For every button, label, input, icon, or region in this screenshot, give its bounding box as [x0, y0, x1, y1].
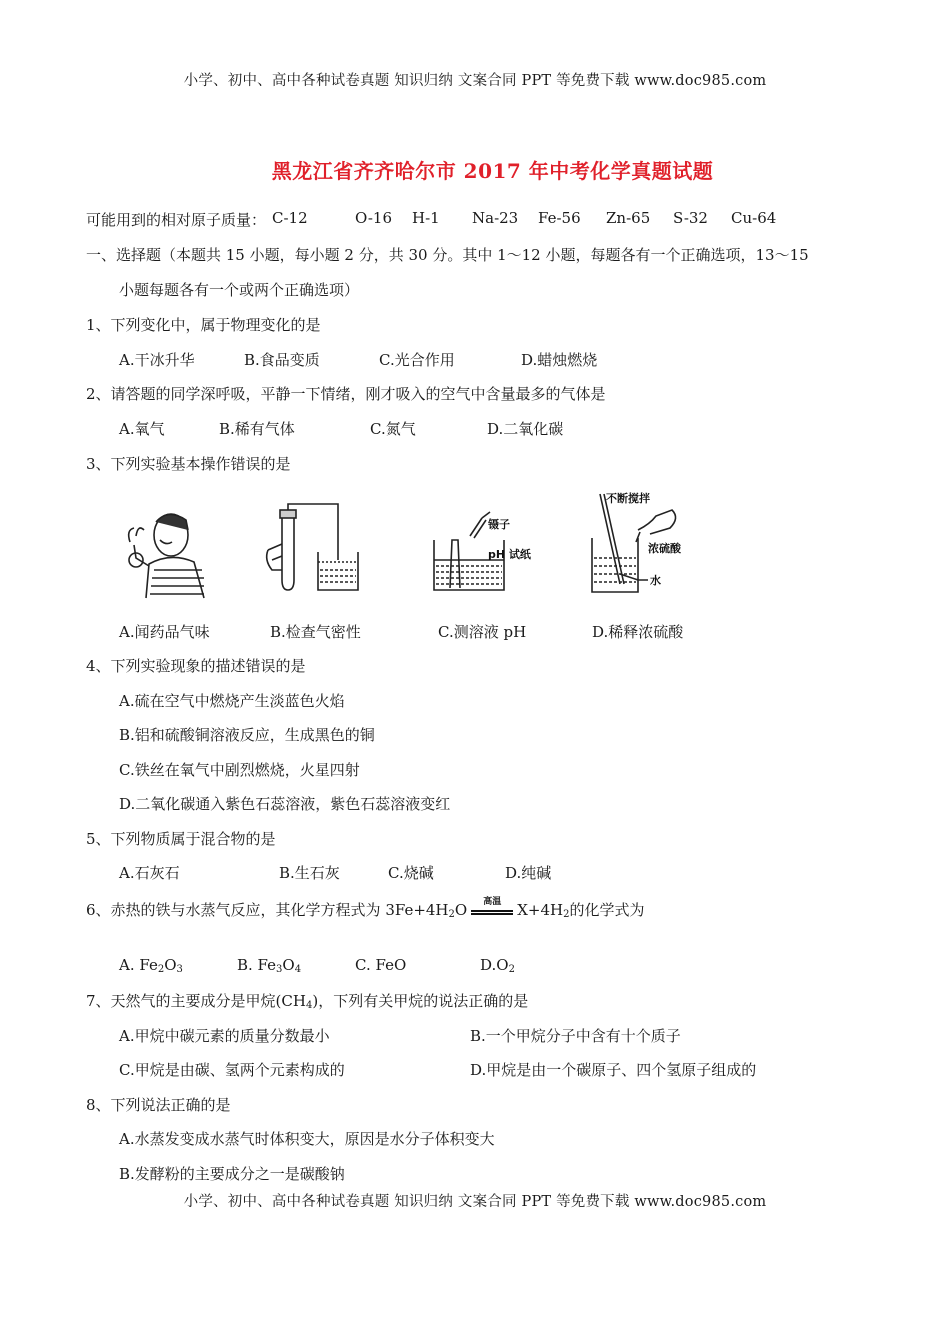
q2-option-b: B.稀有气体	[219, 420, 295, 438]
atomic-mass-cu: Cu-64	[731, 209, 777, 227]
q7-option-a: A.甲烷中碳元素的质量分数最小	[119, 1027, 330, 1045]
q3-stem: 3、下列实验基本操作错误的是	[86, 455, 291, 473]
q4-option-d: D.二氧化碳通入紫色石蕊溶液，紫色石蕊溶液变红	[119, 795, 451, 813]
q3-option-a: A.闻药品气味	[119, 623, 210, 641]
q2-option-d: D.二氧化碳	[487, 420, 564, 438]
atomic-mass-fe: Fe-56	[538, 209, 581, 227]
atomic-mass-line	[86, 209, 266, 230]
label-ph-paper: pH 试纸	[488, 548, 531, 561]
q4-option-b: B.铝和硫酸铜溶液反应，生成黑色的铜	[119, 726, 375, 744]
atomic-mass-na: Na-23	[472, 209, 519, 227]
reaction-condition-sign	[469, 897, 515, 916]
q1-stem: 1、下列变化中，属于物理变化的是	[86, 316, 321, 334]
q4-option-c: C.铁丝在氧气中剧烈燃烧，火星四射	[119, 761, 360, 779]
q8-option-b: B.发酵粉的主要成分之一是碳酸钠	[119, 1165, 345, 1183]
q6-option-b: B. $Fe_3O_4$	[237, 956, 302, 975]
q7-option-d: D.甲烷是由一个碳原子、四个氢原子组成的	[470, 1061, 757, 1079]
q1-option-b: B.食品变质	[244, 351, 320, 369]
q6-option-d: $D.O_2$	[480, 956, 515, 975]
q6-option-c: C. FeO	[355, 956, 407, 974]
condition-label: 高温	[483, 897, 502, 907]
section1-instructions-line2: 小题每题各有一个或两个正确选项）	[119, 281, 360, 299]
q2-option-c: C.氮气	[370, 420, 416, 438]
figure-smell-drug	[116, 500, 216, 600]
q8-option-a: A.水蒸发变成水蒸气时体积变大，原因是水分子体积变大	[119, 1130, 495, 1148]
label-water: 水	[650, 574, 661, 587]
page-header: 小学、初中、高中各种试卷真题 知识归纳 文案合同 PPT 等免费下载 www.doc985.com	[183, 73, 767, 89]
label-acid: 浓硫酸	[648, 542, 681, 555]
q3-option-d: D.稀释浓硫酸	[592, 623, 684, 641]
atomic-mass-s: S-32	[673, 209, 708, 227]
atomic-mass-label: 可能用到的相对原子质量：	[86, 211, 267, 229]
q3-option-b: B.检查气密性	[270, 623, 361, 641]
label-tweezers: 镊子	[488, 518, 510, 531]
q5-stem: 5、下列物质属于混合物的是	[86, 830, 276, 848]
q5-option-c: C.烧碱	[388, 864, 434, 882]
atomic-mass-h: H-1	[412, 209, 440, 227]
figure-airtightness	[258, 500, 368, 600]
figure-ph-test	[430, 510, 550, 600]
q4-stem: 4、下列实验现象的描述错误的是	[86, 657, 306, 675]
section1-instructions-line1: 一、选择题（本题共 15 小题，每小题 2 分，共 30 分。其中 1～12 小题，每题各有一个正确选项，13～15	[86, 246, 809, 264]
q6-option-a: A. $Fe_2O_3$	[119, 956, 183, 975]
q5-option-b: B.生石灰	[279, 864, 340, 882]
q7-option-b: B.一个甲烷分子中含有十个质子	[470, 1027, 681, 1045]
atomic-mass-o: O-16	[355, 209, 393, 227]
q7-option-c: C.甲烷是由碳、氢两个元素构成的	[119, 1061, 345, 1079]
q5-option-d: D.纯碱	[505, 864, 552, 882]
q6-stem: 6、赤热的铁与水蒸气反应，其化学方程式为 $3Fe+4H_2O$ 高温 $X+4H_2$的化学式为	[86, 899, 644, 920]
atomic-mass-c: C-12	[272, 209, 308, 227]
atomic-mass-zn: Zn-65	[606, 209, 651, 227]
q2-stem: 2、请答题的同学深呼吸，平静一下情绪，刚才吸入的空气中含量最多的气体是	[86, 385, 606, 403]
q2-option-a: A.氧气	[119, 420, 165, 438]
q1-option-c: C.光合作用	[379, 351, 455, 369]
q4-option-a: A.硫在空气中燃烧产生淡蓝色火焰	[119, 692, 345, 710]
figure-dilute-acid	[580, 488, 710, 600]
q1-option-d: D.蜡烛燃烧	[521, 351, 598, 369]
q1-option-a: A.干冰升华	[119, 351, 195, 369]
label-stir: 不断搅拌	[606, 492, 650, 505]
q3-option-c: C.测溶液 pH	[438, 623, 527, 641]
page-title: 黑龙江省齐齐哈尔市 2017 年中考化学真题试题	[271, 159, 714, 183]
q5-option-a: A.石灰石	[119, 864, 180, 882]
q7-stem: 7、天然气的主要成分是甲烷$(CH_4)$，下列有关甲烷的说法正确的是	[86, 992, 529, 1011]
page-footer: 小学、初中、高中各种试卷真题 知识归纳 文案合同 PPT 等免费下载 www.doc985.com	[183, 1194, 767, 1210]
q8-stem: 8、下列说法正确的是	[86, 1096, 231, 1114]
